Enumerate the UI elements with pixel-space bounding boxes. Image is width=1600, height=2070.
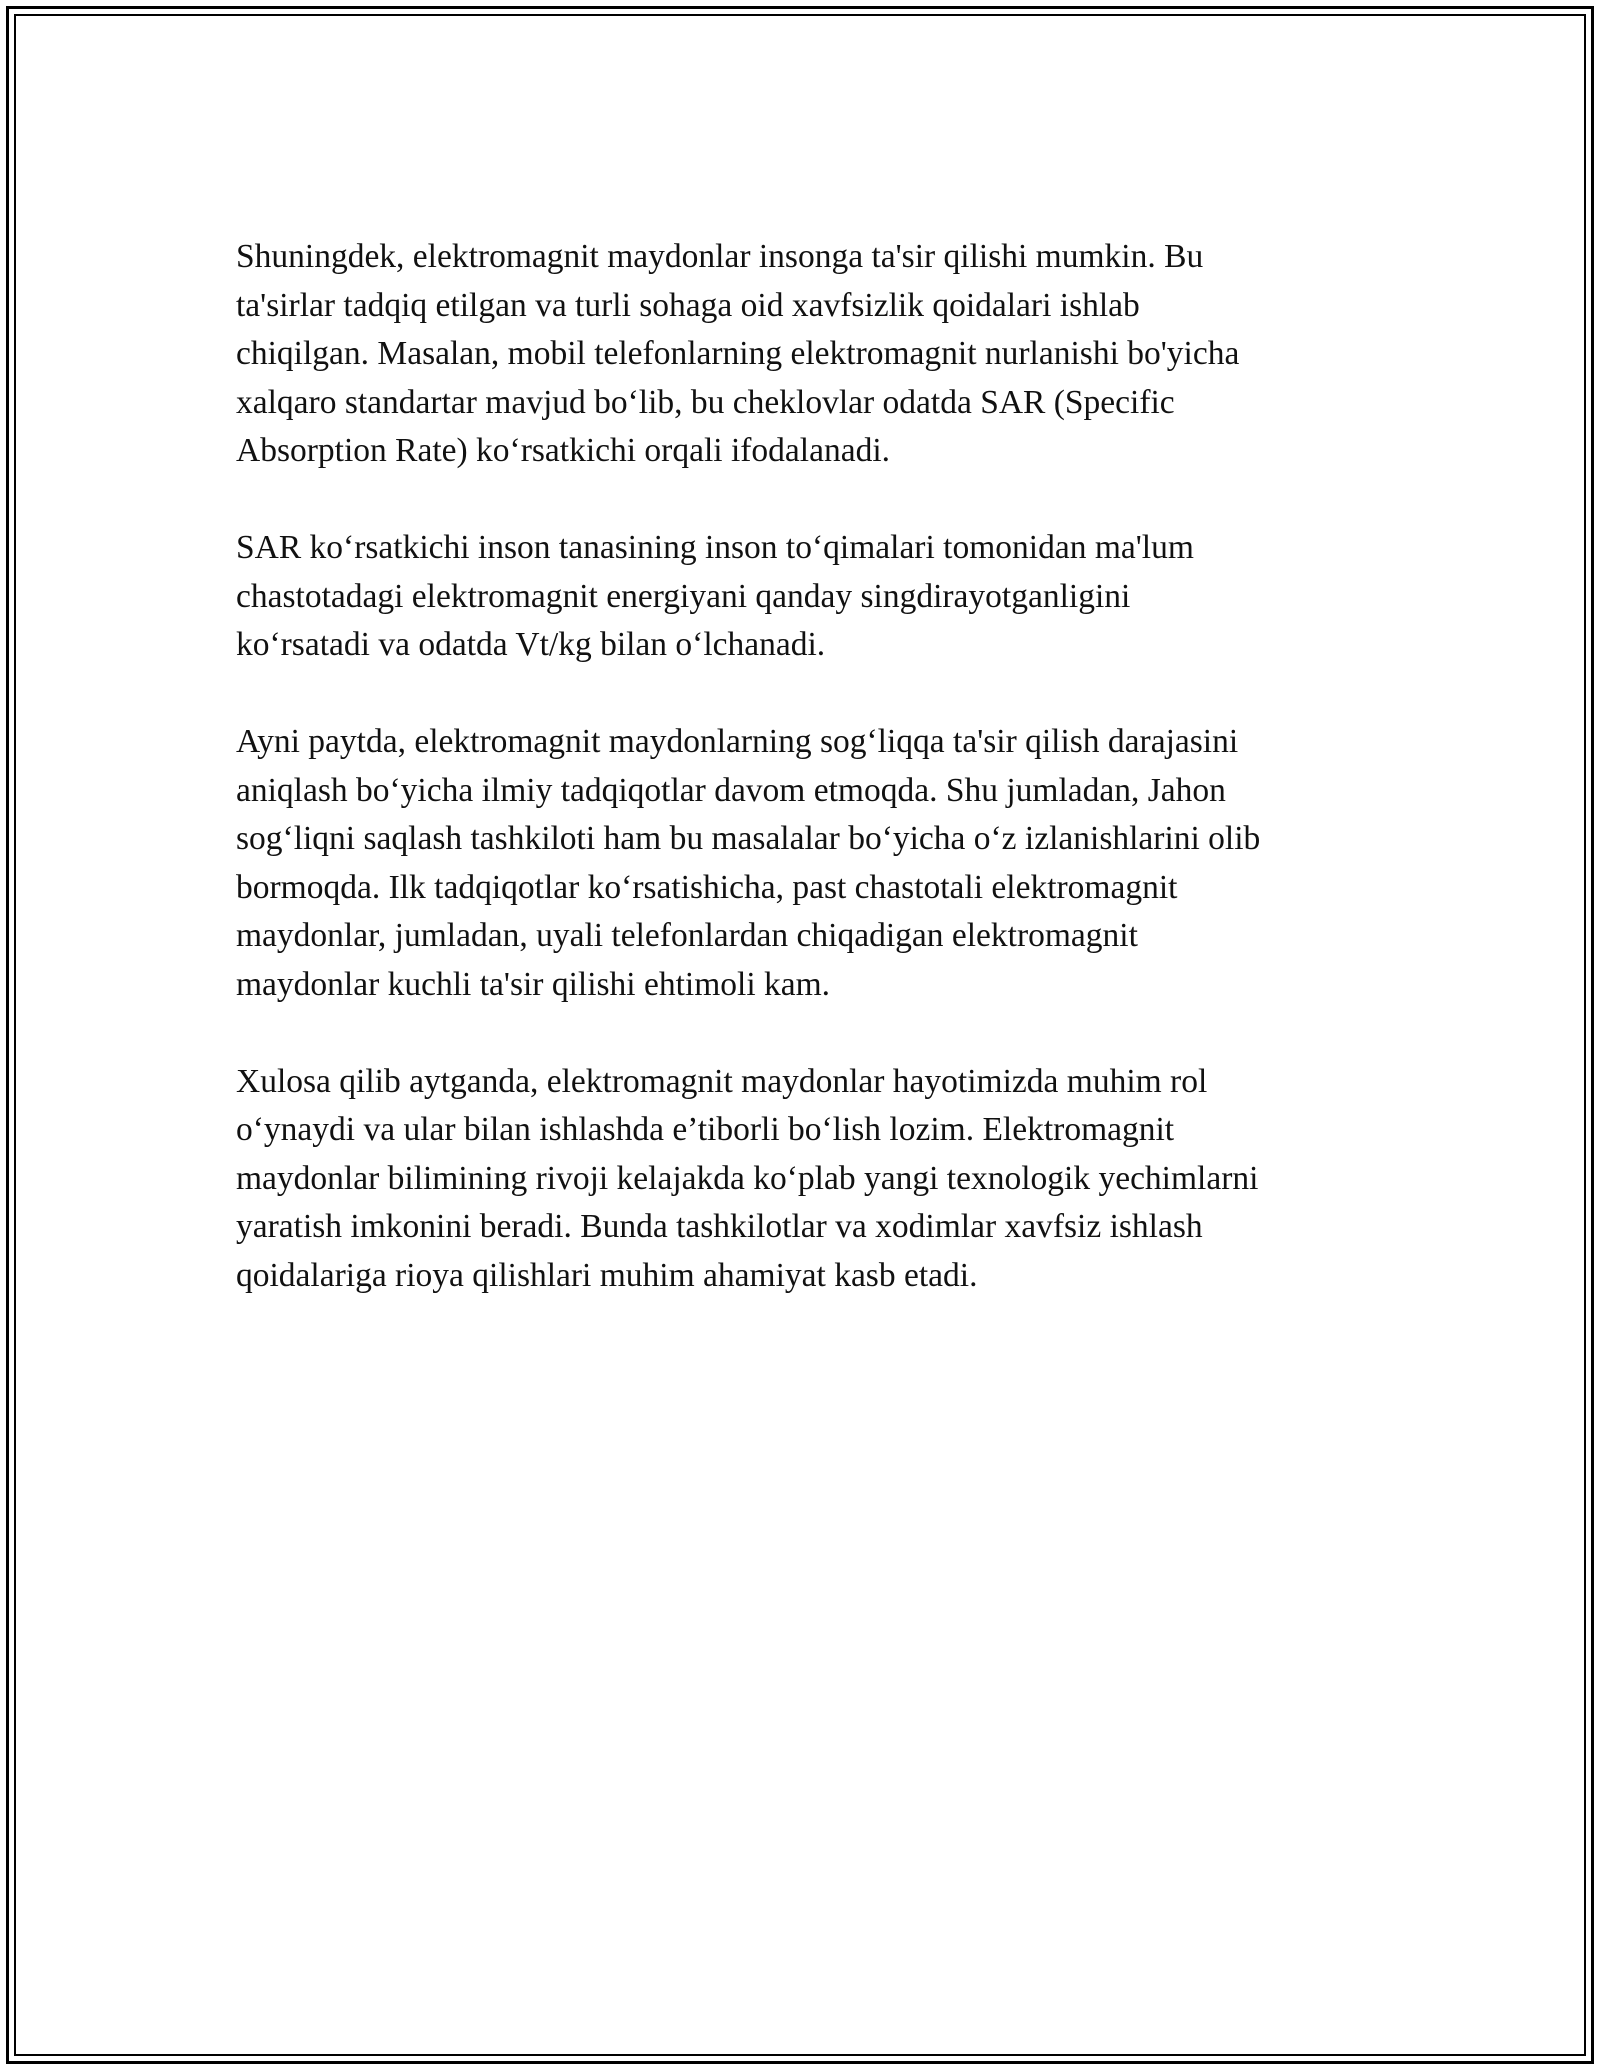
text-line: yaratish imkonini beradi. Bunda tashkilotlar va xodimlar xavfsiz ishlash bbox=[236, 1208, 1203, 1245]
text-line: aniqlash bo‘yicha ilmiy tadqiqotlar davom etmoqda. Shu jumladan, Jahon bbox=[236, 771, 1226, 809]
text-line: qoidalariga rioya qilishlari muhim ahamiyat kasb etadi. bbox=[236, 1256, 978, 1294]
text-line: Absorption Rate) ko‘rsatkichi orqali ifodalanadi. bbox=[236, 432, 891, 469]
text-line: chastotadagi elektromagnit energiyani qanday singdirayotganligini bbox=[236, 577, 1131, 615]
text-line: xalqaro standartar mavjud bo‘lib, bu cheklovlar odatda SAR (Specific bbox=[236, 383, 1175, 421]
text-line: Xulosa qilib aytganda, elektromagnit maydonlar hayotimizda muhim rol bbox=[236, 1062, 1208, 1100]
text-line: maydonlar kuchli ta'sir qilishi ehtimoli kam. bbox=[236, 965, 831, 1003]
document-body bbox=[236, 233, 1366, 1349]
text-line: maydonlar bilimining rivoji kelajakda ko‘plab yangi texnologik yechimlarni bbox=[236, 1159, 1259, 1197]
paragraph-sar-definition bbox=[236, 524, 1366, 670]
text-line: chiqilgan. Masalan, mobil telefonlarning elektromagnit nurlanishi bo'yicha bbox=[236, 335, 1240, 372]
paragraph-conclusion bbox=[236, 1058, 1366, 1301]
paragraph-health-research bbox=[236, 718, 1366, 1009]
text-line: sog‘liqni saqlash tashkiloti ham bu masalalar bo‘yicha o‘z izlanishlarini olib bbox=[236, 820, 1261, 857]
text-line: maydonlar, jumladan, uyali telefonlardan chiqadigan elektromagnit bbox=[236, 917, 1138, 954]
text-line: ko‘rsatadi va odatda Vt/kg bilan o‘lchanadi. bbox=[236, 626, 826, 663]
text-line: Shuningdek, elektromagnit maydonlar insonga ta'sir qilishi mumkin. Bu bbox=[236, 238, 1204, 275]
paragraph-electromagnetic-effects bbox=[236, 233, 1366, 476]
text-line: bormoqda. Ilk tadqiqotlar ko‘rsatishicha, past chastotali elektromagnit bbox=[236, 868, 1178, 906]
text-line: o‘ynaydi va ular bilan ishlashda e’tiborli bo‘lish lozim. Elektromagnit bbox=[236, 1111, 1175, 1148]
text-line: SAR ko‘rsatkichi inson tanasining inson to‘qimalari tomonidan ma'lum bbox=[236, 529, 1194, 566]
text-line: Ayni paytda, elektromagnit maydonlarning sog‘liqqa ta'sir qilish darajasini bbox=[236, 723, 1239, 760]
text-line: ta'sirlar tadqiq etilgan va turli sohaga oid xavfsizlik qoidalari ishlab bbox=[236, 286, 1140, 324]
